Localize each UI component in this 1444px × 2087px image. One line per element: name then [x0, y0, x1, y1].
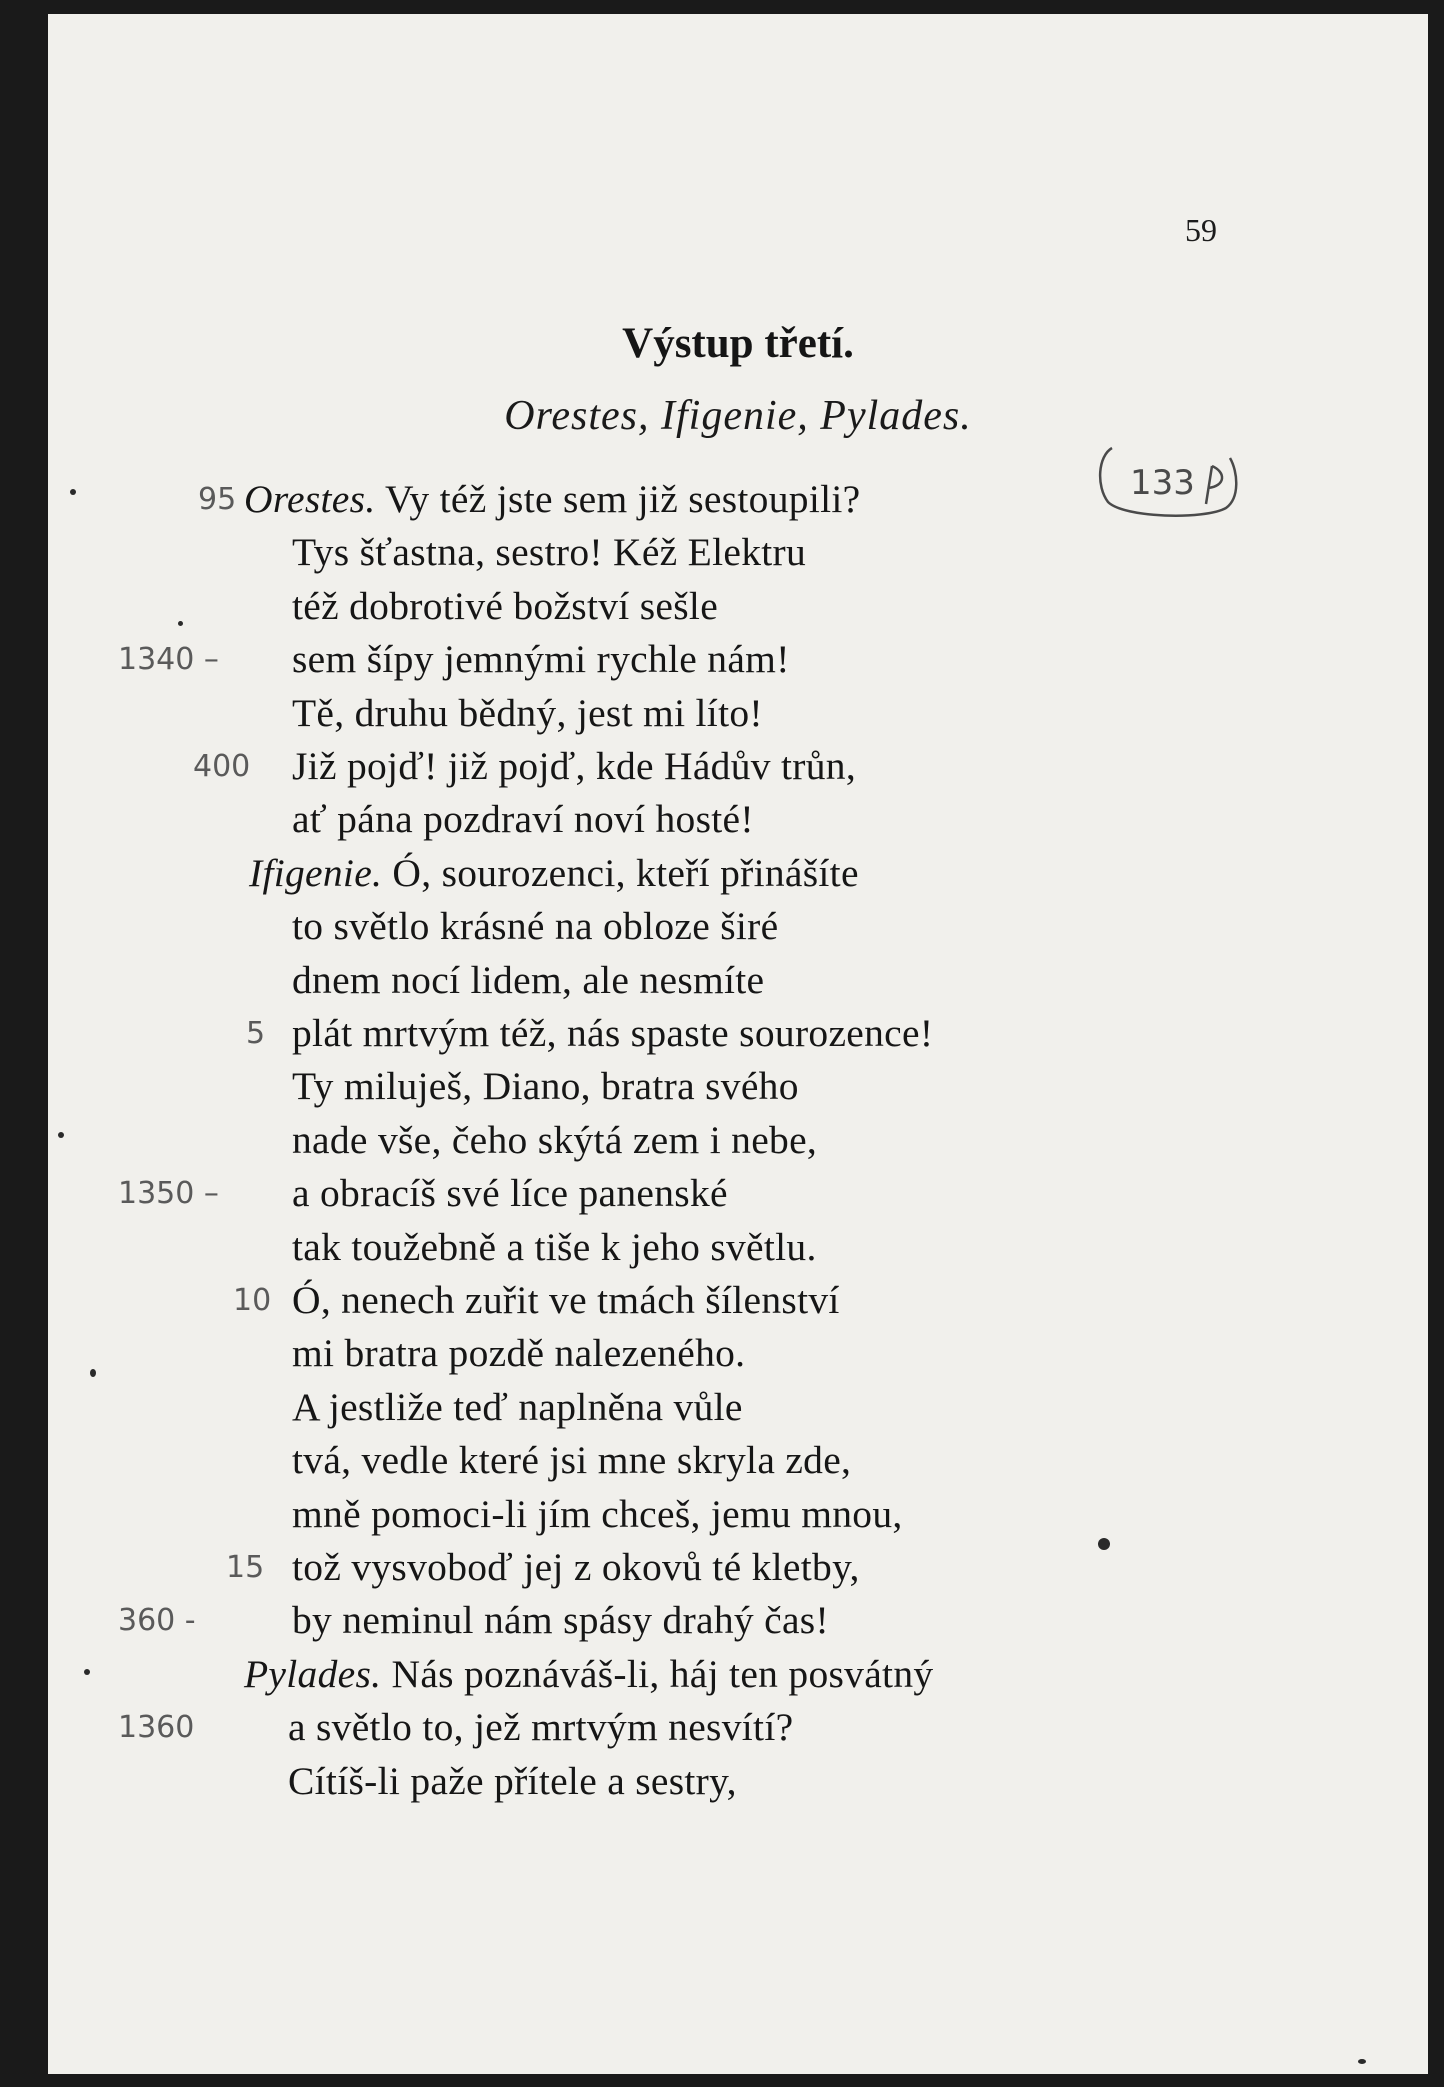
verse-line [292, 1277, 840, 1323]
verse-text: to světlo krásné na obloze širé [292, 904, 779, 949]
verse-line [292, 1491, 903, 1537]
stamp-text: 133 [1130, 463, 1195, 503]
verse-line [292, 1597, 829, 1643]
margin-note: 1350 – [118, 1176, 219, 1212]
verse-line [292, 529, 806, 575]
verse-line [292, 583, 718, 629]
handwritten-stamp [1094, 442, 1239, 520]
verse-line [244, 476, 861, 522]
verse-text: Nás poznáváš-li, háj ten posvátný [381, 1651, 934, 1696]
verse-text: tak toužebně a tiše k jeho světlu. [292, 1224, 817, 1269]
verse-text: dnem nocí lidem, ale nesmíte [292, 957, 765, 1002]
verse-line [244, 1651, 933, 1697]
verse-line [292, 796, 754, 842]
verse-text: a světlo to, jež mrtvým nesvítí? [288, 1705, 794, 1750]
margin-note: 15 [226, 1550, 265, 1585]
verse-line [249, 850, 859, 896]
verse-text: tož vysvoboď jej z okovů té kletby, [292, 1545, 860, 1589]
verse-line [288, 1704, 793, 1750]
verse-text: Ó, sourozenci, kteří přinášíte [382, 850, 859, 895]
cast-list: Orestes, Ifigenie, Pylades. [504, 393, 972, 439]
speaker-name: Orestes. [244, 477, 376, 521]
speaker-name: Pylades. [244, 1651, 382, 1696]
verse-line [292, 1010, 933, 1056]
speck [1098, 1538, 1110, 1550]
verse-line [292, 1384, 743, 1430]
verse-text: mi bratra pozdě nalezeného. [292, 1331, 746, 1376]
verse-text: Cítíš-li paže přítele a sestry, [288, 1758, 737, 1803]
verse-text: též dobrotivé božství sešle [292, 583, 719, 628]
verse-line [292, 903, 778, 949]
verse-line [292, 1224, 817, 1270]
verse-text: Ty miluješ, Diano, bratra svého [292, 1064, 799, 1109]
verse-line [292, 1330, 745, 1376]
verse-text: Vy též jste sem již sestoupili? [375, 477, 861, 521]
verse-line [292, 957, 764, 1003]
margin-note: 5 [246, 1016, 266, 1051]
speck [58, 1132, 64, 1138]
verse-text: Již pojď! již pojď, kde Hádův trůn, [292, 744, 857, 788]
verse-text: Tys šťastna, sestro! Kéž Elektru [292, 530, 807, 575]
verse-text: mně pomoci-li jím chceš, jemu mnou, [292, 1491, 903, 1536]
verse-text: A jestliže teď naplněna vůle [292, 1384, 743, 1429]
verse-text: plát mrtvým též, nás spaste sourozence! [292, 1011, 934, 1055]
book-page [48, 14, 1428, 2074]
verse-line [292, 1544, 860, 1590]
verse-line [288, 1758, 737, 1804]
margin-note: 10 [233, 1283, 272, 1318]
verse-text: Ó, nenech zuřit ve tmách šílenství [292, 1278, 840, 1322]
verse-line [292, 636, 790, 682]
verse-text: sem šípy jemnými rychle nám! [292, 637, 790, 682]
speck [178, 621, 183, 626]
verse-line [292, 743, 856, 789]
verse-line [292, 1063, 799, 1109]
speck [1358, 2059, 1366, 2064]
verse-text: tvá, vedle které jsi mne skryla zde, [292, 1438, 852, 1483]
margin-note: 1340 – [118, 642, 219, 678]
page-number: 59 [1185, 212, 1217, 248]
scene-heading: Výstup třetí. [622, 320, 854, 367]
verse-text: Tě, druhu bědný, jest mi líto! [292, 690, 763, 735]
verse-text: nade vše, čeho skýtá zem i nebe, [292, 1117, 818, 1162]
speck [70, 489, 76, 495]
verse-line [292, 1117, 817, 1163]
verse-line [292, 1437, 851, 1483]
margin-note: 360 - [118, 1603, 196, 1639]
verse-text: a obracíš své líce panenské [292, 1171, 728, 1216]
speck [90, 1369, 96, 1377]
verse-line [292, 1170, 728, 1216]
speaker-name: Ifigenie. [249, 850, 383, 895]
verse-text: ať pána pozdraví noví hosté! [292, 797, 754, 842]
margin-note: 400 [193, 749, 251, 784]
speck [84, 1669, 90, 1675]
verse-text: by neminul nám spásy drahý čas! [292, 1598, 829, 1643]
verse-line [292, 690, 763, 736]
margin-note: 95 [198, 482, 237, 517]
margin-note: 1360 [118, 1710, 195, 1746]
